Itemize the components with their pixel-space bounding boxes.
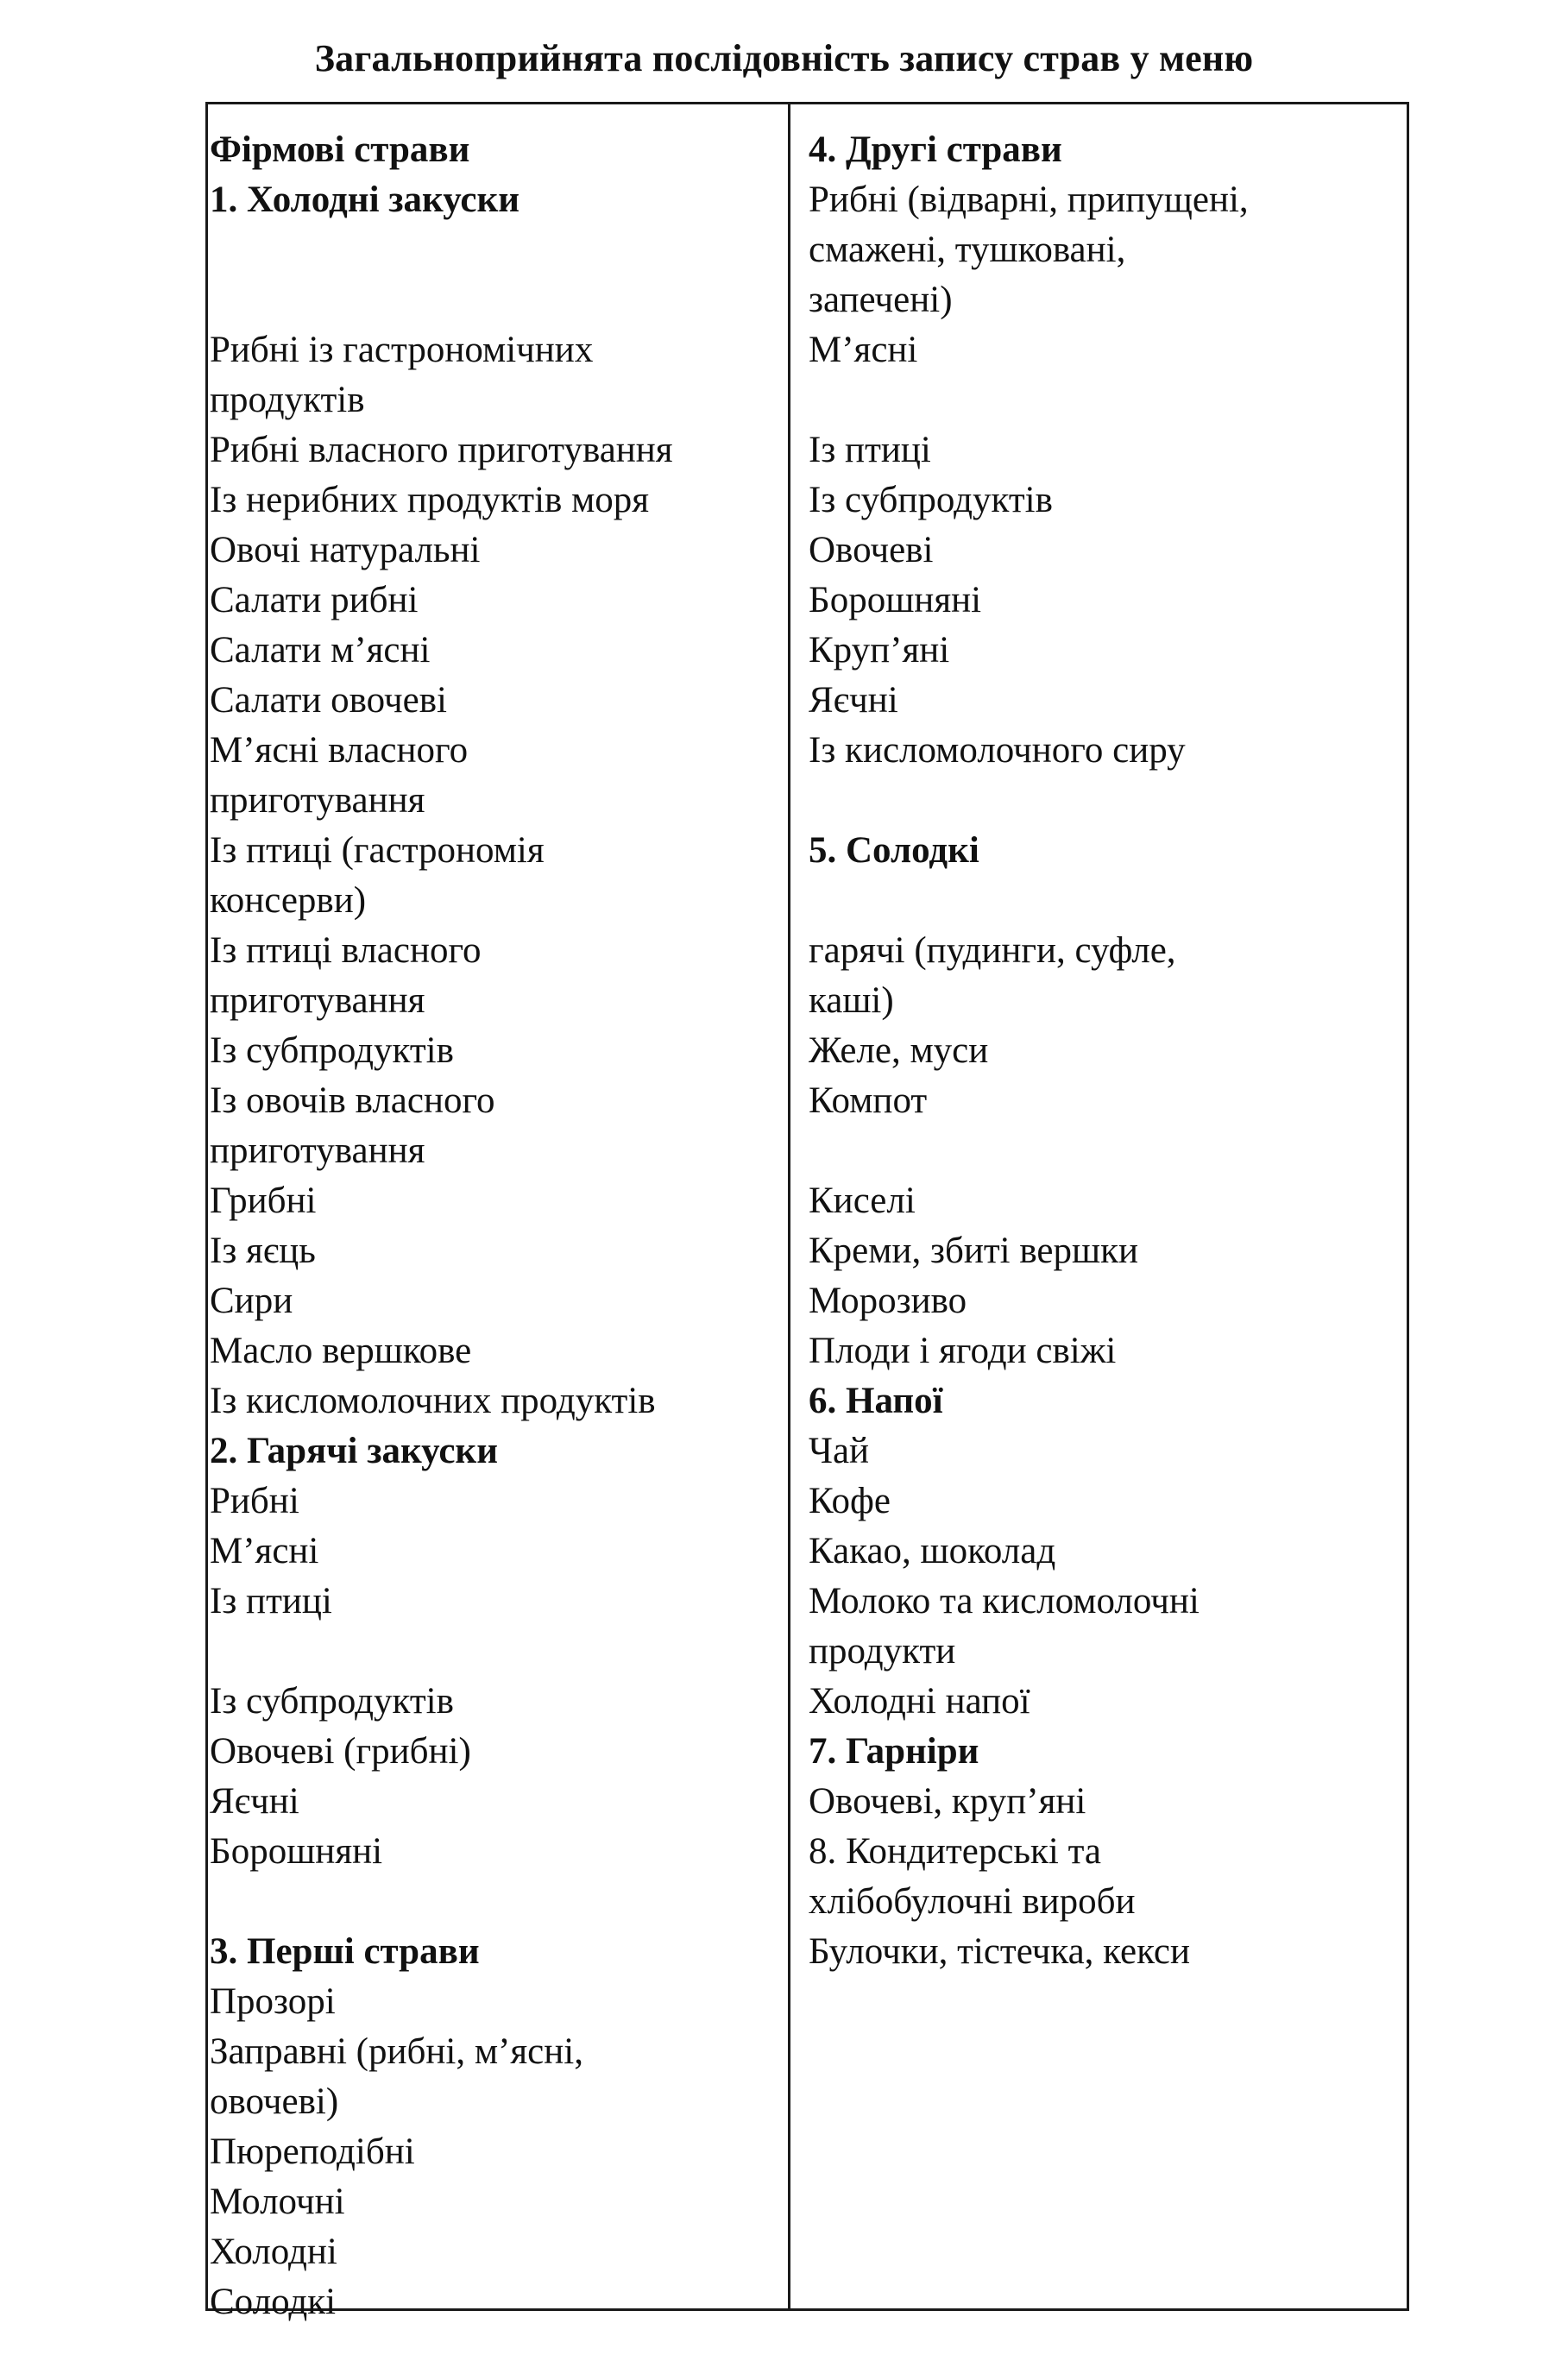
menu-item: Борошняні [210, 1831, 383, 1872]
section-heading: 3. Перші страви [210, 1931, 480, 1972]
menu-item: Какао, шоколад [809, 1531, 1056, 1571]
menu-item: Із птиці [809, 430, 931, 470]
menu-item: Чай [809, 1431, 870, 1471]
menu-item: Яєчні [809, 680, 898, 721]
menu-item: Із овочів власного [210, 1080, 495, 1121]
menu-item: Яєчні [210, 1781, 299, 1822]
menu-item: Салати овочеві [210, 680, 447, 721]
menu-item: Із яєць [210, 1231, 316, 1271]
blank-line [809, 876, 1404, 926]
menu-item: Круп’яні [809, 630, 950, 671]
section-heading: 1. Холодні закуски [210, 179, 520, 220]
menu-item: Рибні із гастрономічних [210, 330, 594, 370]
menu-item: Овочеві [809, 530, 934, 570]
menu-table [205, 102, 1409, 2322]
menu-item: М’ясні [809, 330, 918, 370]
section-heading: 5. Солодкі [809, 830, 979, 871]
section-heading: Фірмові страви [210, 129, 470, 170]
menu-item: Рибні [210, 1481, 299, 1521]
blank-line [809, 1126, 1404, 1176]
menu-item: Холодні напої [809, 1681, 1030, 1722]
menu-item: запечені) [809, 280, 953, 320]
menu-item: Кофе [809, 1481, 891, 1521]
menu-item: хлібобулочні вироби [809, 1881, 1136, 1922]
menu-item: Із кисломолочного сиру [809, 730, 1186, 771]
blank-line [809, 375, 1404, 425]
section-heading: 7. Гарніри [809, 1731, 979, 1772]
menu-item: гарячі (пудинги, суфле, [809, 930, 1176, 971]
right-column [809, 125, 1404, 1977]
menu-item: приготування [210, 980, 425, 1021]
section-heading: 4. Другі страви [809, 129, 1062, 170]
menu-item: Компот [809, 1080, 928, 1121]
menu-item: Морозиво [809, 1281, 967, 1321]
menu-item: Пюреподібні [210, 2131, 415, 2172]
menu-item: М’ясні власного [210, 730, 469, 771]
menu-item: Холодні [210, 2232, 337, 2272]
blank-line [809, 776, 1404, 826]
menu-item: приготування [210, 780, 425, 821]
menu-item: Плоди і ягоди свіжі [809, 1331, 1117, 1371]
menu-item: Із субпродуктів [210, 1681, 454, 1722]
menu-item: Солодкі [210, 2282, 337, 2322]
menu-item: Желе, муси [809, 1030, 989, 1071]
blank-line [210, 225, 778, 275]
menu-item: Грибні [210, 1181, 317, 1221]
menu-item: Із субпродуктів [809, 480, 1053, 520]
section-heading: 6. Напої [809, 1381, 943, 1421]
blank-line [210, 1877, 778, 1927]
column-divider [788, 104, 790, 2308]
menu-item: Рибні власного приготування [210, 430, 673, 470]
left-column [210, 125, 778, 2327]
menu-item: Із птиці (гастрономія [210, 830, 545, 871]
menu-item: продукти [809, 1631, 956, 1672]
menu-item: овочеві) [210, 2081, 339, 2122]
menu-item: Овочі натуральні [210, 530, 481, 570]
menu-item: Булочки, тістечка, кекси [809, 1931, 1191, 1972]
menu-item: Із птиці [210, 1581, 332, 1621]
menu-item: Молоко та кисломолочні [809, 1581, 1200, 1621]
menu-item: каші) [809, 980, 894, 1021]
menu-item: Киселі [809, 1181, 916, 1221]
menu-item: М’ясні [210, 1531, 319, 1571]
menu-item: Із кисломолочних продуктів [210, 1381, 656, 1421]
menu-item: Масло вершкове [210, 1331, 472, 1371]
page-title: Загальноприйнята послідовність запису страв у меню [314, 37, 1254, 79]
menu-item: Із нерибних продуктів моря [210, 480, 650, 520]
menu-item: Із субпродуктів [210, 1030, 454, 1071]
section-heading: 2. Гарячі закуски [210, 1431, 498, 1471]
menu-item: Борошняні [809, 580, 982, 620]
menu-item: Заправні (рибні, м’ясні, [210, 2031, 583, 2072]
menu-item: Овочеві (грибні) [210, 1731, 471, 1772]
menu-item: Креми, збиті вершки [809, 1231, 1139, 1271]
menu-item: Салати рибні [210, 580, 419, 620]
menu-item: Молочні [210, 2182, 345, 2222]
menu-item: смажені, тушковані, [809, 230, 1126, 270]
menu-item: Овочеві, круп’яні [809, 1781, 1086, 1822]
menu-item: Із птиці власного [210, 930, 482, 971]
menu-item: продуктів [210, 380, 365, 420]
menu-item: Прозорі [210, 1981, 336, 2022]
blank-line [210, 275, 778, 325]
menu-item: Сири [210, 1281, 293, 1321]
menu-item: Рибні (відварні, припущені, [809, 179, 1249, 220]
menu-item: приготування [210, 1130, 425, 1171]
menu-item: консерви) [210, 880, 367, 921]
blank-line [210, 1627, 778, 1677]
menu-item: Салати м’ясні [210, 630, 431, 671]
menu-item: 8. Кондитерські та [809, 1831, 1102, 1872]
